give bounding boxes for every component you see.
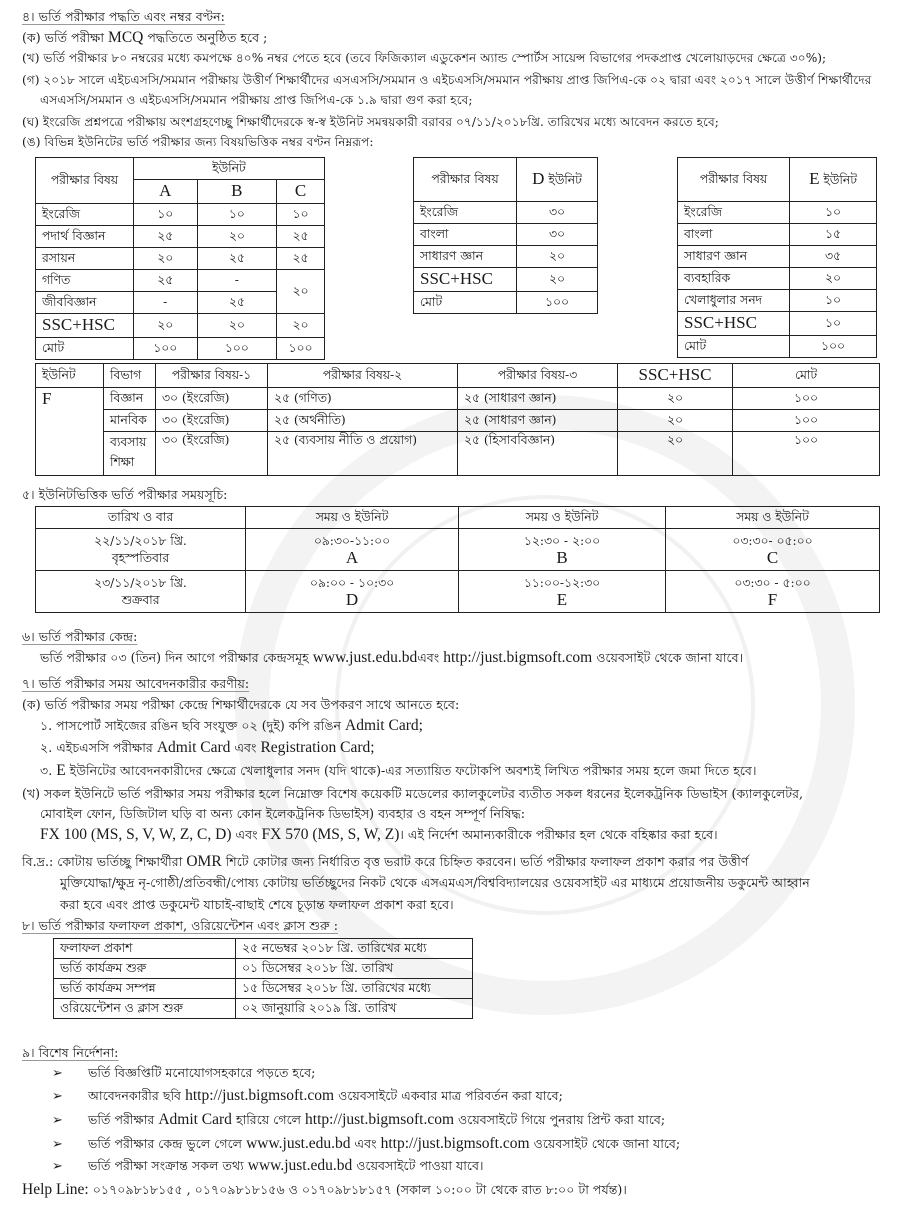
subject1-cell: ৩০ (ইংরেজি) xyxy=(156,387,268,409)
value-cell: ২৫ xyxy=(277,225,325,247)
unit-header: ইউনিট xyxy=(36,364,104,388)
text: হারিয়ে গেলে xyxy=(231,1112,306,1127)
text: আবেদনকারীর ছবি xyxy=(88,1088,186,1103)
subject-cell: মোট xyxy=(414,291,517,313)
total-cell: ১০০ xyxy=(733,409,880,431)
note-line3: করা হবে এবং প্রাপ্ত ডকুমেন্ট যাচাই-বাছাই শেষে চূড়ান্ত ফলাফল প্রকাশ করা হবে। xyxy=(60,897,454,912)
event-cell: ফলাফল প্রকাশ xyxy=(54,939,236,959)
subject-cell: সাধারণ জ্ঞান xyxy=(414,246,517,268)
time: ০৯:০০ - ১০:৩০ xyxy=(309,575,395,590)
text: Admit Card; xyxy=(345,717,423,734)
text: ৩. xyxy=(40,763,57,778)
event-cell: ভর্তি কার্যক্রম শুরু xyxy=(54,959,236,979)
section-7-list-item-1 xyxy=(40,716,423,737)
unit-b-header: B xyxy=(197,180,277,204)
section-7-list-item-2 xyxy=(40,738,375,759)
slot-cell xyxy=(246,571,459,613)
section-6-text xyxy=(40,648,743,669)
unit-letter: E xyxy=(809,169,820,189)
table-row xyxy=(414,268,598,292)
slot-cell xyxy=(246,529,459,571)
mcq-text: MCQ xyxy=(108,29,144,46)
unit-abc-marks-table xyxy=(35,157,325,360)
slot-header: সময় ও ইউনিট xyxy=(459,507,666,529)
text: FX 570 (MS, S, W, Z) xyxy=(261,826,400,843)
subject2-cell: ২৫ (গণিত) xyxy=(268,387,458,409)
total-cell: ১০০ xyxy=(733,387,880,409)
text: FX 100 (MS, S, V, W, Z, C, D) xyxy=(40,826,232,843)
dept-header: বিভাগ xyxy=(104,364,156,388)
note-line1 xyxy=(22,852,749,873)
value-cell: ২০ xyxy=(197,225,277,247)
total-cell: ১০০ xyxy=(733,431,880,475)
table-row xyxy=(414,291,598,313)
date-cell: ১৫ ডিসেম্বর ২০১৮ খ্রি. তারিখের মধ্যে xyxy=(236,979,473,999)
ssc-hsc-cell: ২০ xyxy=(618,409,733,431)
table-row xyxy=(54,959,473,979)
subject2-cell: ২৫ (অর্থনীতি) xyxy=(268,409,458,431)
date: ২২/১১/২০১৮ খ্রি. xyxy=(94,533,187,548)
value-cell: ১০০ xyxy=(277,337,325,359)
subject-cell: SSC+HSC xyxy=(678,312,790,336)
table-row xyxy=(36,431,880,475)
subject3-header: পরীক্ষার বিষয়-৩ xyxy=(458,364,618,388)
unit: F xyxy=(767,590,778,610)
value-cell: ২০ xyxy=(517,268,598,292)
unit-e-marks-table xyxy=(677,157,877,358)
section-7-item-kha-line3 xyxy=(40,825,718,846)
unit: E xyxy=(556,590,568,610)
value-cell: ৩০ xyxy=(517,224,598,246)
value-cell: ২০ xyxy=(517,246,598,268)
value-cell: ২০ xyxy=(790,268,877,290)
value-cell: ১০ xyxy=(133,203,197,225)
section-4-item-ka xyxy=(22,28,267,49)
results-timeline-table xyxy=(53,938,473,1019)
section-8-heading: ৮। ভর্তি পরীক্ষার ফলাফল প্রকাশ, ওরিয়েন্টেশন এবং ক্লাস শুরু : xyxy=(22,918,338,933)
table-row xyxy=(678,202,877,224)
subject-header: পরীক্ষার বিষয় xyxy=(678,158,790,202)
section-6-heading: ৬। ভর্তি পরীক্ষার কেন্দ্র: xyxy=(22,629,138,644)
value-cell: ২৫ xyxy=(197,247,277,269)
subject2-header: পরীক্ষার বিষয়-২ xyxy=(268,364,458,388)
dept-cell: বিজ্ঞান xyxy=(104,387,156,409)
table-row xyxy=(36,203,325,225)
date: ২৩/১১/২০১৮ খ্রি. xyxy=(94,575,187,590)
text: শিটে কোটার জন্য নির্ধারিত বৃত্ত ভরাট করে চিহ্নিত করবেন। ভর্তি পরীক্ষার ফলাফল প্রকাশ করার পর উত্তীর্ণ xyxy=(221,854,749,869)
table-row xyxy=(36,337,325,359)
text: এবং xyxy=(417,650,444,665)
subject-cell: SSC+HSC xyxy=(36,313,134,337)
section-5-heading: ৫। ইউনিটভিত্তিক ভর্তি পরীক্ষার সময়সূচি: xyxy=(22,487,228,502)
arrow-bullet-icon: ➢ xyxy=(52,1113,63,1128)
unit-label: ইউনিট xyxy=(819,173,857,188)
instruction-item xyxy=(52,1086,563,1107)
subject-cell: ইংরেজি xyxy=(414,202,517,224)
subject1-header: পরীক্ষার বিষয়-১ xyxy=(156,364,268,388)
subject-cell: জীববিজ্ঞান xyxy=(36,291,134,313)
table-row xyxy=(36,225,325,247)
time: ১২:৩০ - ২:০০ xyxy=(523,533,601,548)
section-7-item-kha-line2: মোবাইল ফোন, ডিজিটাল ঘড়ি বা অন্য কোন ইলেকট্রনিক ডিভাইস) ব্যবহার ও বহন সম্পূর্ণ নিষিদ্ধ: xyxy=(40,806,526,821)
just-website-link[interactable]: www.just.edu.bd xyxy=(247,1157,353,1174)
arrow-bullet-icon: ➢ xyxy=(52,1066,63,1081)
ssc-hsc-header: SSC+HSC xyxy=(618,364,733,388)
subject-cell: সাধারণ জ্ঞান xyxy=(678,246,790,268)
text: ওয়েবসাইট থেকে জানা যাবে। xyxy=(592,650,744,665)
time: ০৩:৩০ - ৫:০০ xyxy=(734,575,811,590)
value-cell: ২৫ xyxy=(133,269,197,291)
date-header: তারিখ ও বার xyxy=(36,507,246,529)
value-cell: ১০০ xyxy=(790,335,877,357)
value-cell: ২৫ xyxy=(197,291,277,313)
text: ১. পাসপোর্ট সাইজের রঙিন ছবি সংযুক্ত ০২ (দুই) কপি রঙিন xyxy=(40,718,345,733)
unit-f-marks-table xyxy=(35,363,880,476)
text: ভর্তি পরীক্ষার কেন্দ্র ভুলে গেলে xyxy=(88,1136,247,1151)
value-cell: ২৫ xyxy=(277,247,325,269)
dept-cell: ব্যবসায় শিক্ষা xyxy=(104,431,156,475)
table-row xyxy=(36,247,325,269)
value-cell: ১০ xyxy=(790,312,877,336)
instruction-item xyxy=(52,1064,315,1083)
bigmsoft-website-link[interactable]: http://just.bigmsoft.com xyxy=(185,1087,335,1104)
table-row xyxy=(678,246,877,268)
section-7-item-ka: (ক) ভর্তি পরীক্ষার সময় পরীক্ষা কেন্দ্রে শিক্ষার্থীদেরকে যে সব উপকরণ সাথে আনতে হবে: xyxy=(22,697,460,712)
date-cell: ০১ ডিসেম্বর ২০১৮ খ্রি. তারিখ xyxy=(236,959,473,979)
unit-label: ইউনিট xyxy=(544,173,582,188)
subject2-cell: ২৫ (ব্যবসায় নীতি ও প্রয়োগ) xyxy=(268,431,458,475)
time: ০৩:৩০- ০৫:০০ xyxy=(732,533,813,548)
unit: D xyxy=(345,590,359,610)
subject-cell: মোট xyxy=(678,335,790,357)
unit-a-header: A xyxy=(133,180,197,204)
date-cell: ২৫ নভেম্বর ২০১৮ খ্রি. তারিখের মধ্যে xyxy=(236,939,473,959)
value-cell: - xyxy=(197,269,277,291)
total-header: মোট xyxy=(733,364,880,388)
value-cell: ২০ xyxy=(133,313,197,337)
note-line2: মুক্তিযোদ্ধা/ক্ষুদ্র নৃ-গোষ্ঠী/প্রতিবন্ধী/পোষ্য কোটায় ভর্তিচ্ছুদের নিকট থেকে এসএমএস/বিশ্ববিদ্যালয়ের ওয়েবসাইট এর মাধ্যমে প্রয়োজনীয় ডকুমেন্ট আহ্বান xyxy=(60,875,810,890)
text: এবং xyxy=(231,827,262,842)
text: ওয়েবসাইটে পাওয়া যাবে। xyxy=(352,1158,484,1173)
subject-header: পরীক্ষার বিষয় xyxy=(36,158,134,204)
subject-cell: ইংরেজি xyxy=(678,202,790,224)
value-cell: ১০ xyxy=(197,203,277,225)
text: OMR xyxy=(186,853,222,870)
table-row xyxy=(414,224,598,246)
value-cell: ২৫ xyxy=(133,225,197,247)
slot-header: সময় ও ইউনিট xyxy=(666,507,880,529)
text: বি.দ্র.: কোটায় ভর্তিচ্ছু শিক্ষার্থীরা xyxy=(22,854,187,869)
event-cell: ভর্তি কার্যক্রম সম্পন্ন xyxy=(54,979,236,999)
just-website-link[interactable]: www.just.edu.bd xyxy=(312,649,418,666)
slot-cell xyxy=(666,571,880,613)
text: এবং xyxy=(230,740,261,755)
bigmsoft-website-link[interactable]: http://just.bigmsoft.com xyxy=(305,1111,455,1128)
table-row xyxy=(414,246,598,268)
value-cell: ১০০ xyxy=(517,291,598,313)
subject-cell: বাংলা xyxy=(678,224,790,246)
table-row xyxy=(678,312,877,336)
text: Registration Card; xyxy=(260,739,375,756)
table-row xyxy=(414,202,598,224)
value-cell: ১০০ xyxy=(133,337,197,359)
slot-header: সময় ও ইউনিট xyxy=(246,507,459,529)
value-cell: - xyxy=(133,291,197,313)
dept-cell: মানবিক xyxy=(104,409,156,431)
table-row xyxy=(54,979,473,999)
ssc-hsc-cell: ২০ xyxy=(618,387,733,409)
table-row xyxy=(36,269,325,291)
section-4-item-ga-line2: এসএসসি/সমমান ও এইচএসসি/সমমান পরীক্ষায় প্রাপ্ত জিপিএ-কে ১.৯ দ্বারা গুণ করা হবে; xyxy=(40,93,473,107)
table-row xyxy=(36,409,880,431)
subject-cell: ব্যবহারিক xyxy=(678,268,790,290)
value-cell: ১৫ xyxy=(790,224,877,246)
section-4-item-uma: (ঙ) বিভিন্ন ইউনিটের ভর্তি পরীক্ষার জন্য বিষয়ভিত্তিক নম্বর বণ্টন নিম্নরূপ: xyxy=(22,135,374,149)
value-cell-merged: ২০ xyxy=(277,269,325,313)
unit-e-header xyxy=(790,158,877,202)
text: ইউনিটের আবেদনকারীদের ক্ষেত্রে খেলাধুলার সনদ (যদি থাকে)-এর সত্যায়িত ফটোকপি অবশ্যই লিখিত পরীক্ষার সময় হলে জমা দিতে হবে। xyxy=(65,763,757,778)
subject-cell: SSC+HSC xyxy=(414,268,517,292)
slot-cell xyxy=(459,571,666,613)
table-row xyxy=(678,224,877,246)
arrow-bullet-icon: ➢ xyxy=(52,1159,63,1174)
subject-cell: গণিত xyxy=(36,269,134,291)
unit-d-header xyxy=(517,158,598,202)
text: ২. এইচএসসি পরীক্ষার xyxy=(40,740,157,755)
text: ভর্তি পরীক্ষার ০৩ (তিন) দিন আগে পরীক্ষার কেন্দ্রসমূহ xyxy=(40,650,313,665)
section-9-heading: ৯। বিশেষ নির্দেশনা: xyxy=(22,1045,119,1060)
subject-cell: বাংলা xyxy=(414,224,517,246)
slot-cell xyxy=(666,529,880,571)
section-4-heading: ৪। ভর্তি পরীক্ষার পদ্ধতি এবং নম্বর বণ্টন: xyxy=(22,9,225,24)
slot-cell xyxy=(459,529,666,571)
text: ওয়েবসাইটে গিয়ে পুনরায় প্রিন্ট করা যাবে; xyxy=(454,1112,666,1127)
text: Admit Card xyxy=(158,1111,232,1128)
unit: B xyxy=(556,548,568,568)
section-7-list-item-3 xyxy=(40,761,756,782)
text: ওয়েবসাইটে একবার মাত্র পরিবর্তন করা যাবে; xyxy=(334,1088,563,1103)
helpline-numbers: ০১৭০৯৮১৮১৫৫ , ০১৭০৯৮১৮১৫৬ ও ০১৭০৯৮১৮১৫৭ (সকাল ১০:০০ টা থেকে রাত ৮:০০ টা পর্যন্ত)। xyxy=(88,1182,627,1197)
time: ০৯:৩০-১১:০০ xyxy=(313,533,391,548)
table-row xyxy=(678,290,877,312)
value-cell: ২০ xyxy=(133,247,197,269)
text: । এই নির্দেশ অমান্যকারীকে পরীক্ষার হল থেকে বহিষ্কার করা হবে। xyxy=(399,827,718,842)
value-cell: ৩৫ xyxy=(790,246,877,268)
time: ১১:০০-১২:৩০ xyxy=(523,575,601,590)
subject3-cell: ২৫ (সাধারণ জ্ঞান) xyxy=(458,409,618,431)
instruction-item xyxy=(52,1134,680,1155)
subject-cell: মোট xyxy=(36,337,134,359)
unit-c-header: C xyxy=(277,180,325,204)
table-row xyxy=(678,268,877,290)
subject1-cell: ৩০ (ইংরেজি) xyxy=(156,431,268,475)
section-7-heading: ৭। ভর্তি পরীক্ষার সময় আবেদনকারীর করণীয়: xyxy=(22,676,250,691)
section-4-item-ga-line1: (গ) ২০১৮ সালে এইচএসসি/সমমান পরীক্ষায় উত্তীর্ণ শিক্ষার্থীদের এসএসসি/সমমান ও এইচএসসি/সমমান পরীক্ষায় প্রাপ্ত জিপিএ-কে ০২ দ্বারা এবং ২০১৭ সালে উত্তীর্ণ শিক্ষার্থীদের xyxy=(22,73,872,87)
ssc-hsc-cell: ২০ xyxy=(618,431,733,475)
text: ভর্তি পরীক্ষা সংক্রান্ত সকল তথ্য xyxy=(88,1158,248,1173)
exam-schedule-table xyxy=(35,506,880,613)
weekday: বৃহস্পতিবার xyxy=(111,550,170,565)
subject3-cell: ২৫ (সাধারণ জ্ঞান) xyxy=(458,387,618,409)
table-row xyxy=(54,999,473,1019)
arrow-bullet-icon: ➢ xyxy=(52,1089,63,1104)
date-cell xyxy=(36,571,246,613)
value-cell: ১০ xyxy=(277,203,325,225)
text: ভর্তি পরীক্ষার xyxy=(88,1112,159,1127)
subject-cell: পদার্থ বিজ্ঞান xyxy=(36,225,134,247)
section-4-item-gha: (ঘ) ইংরেজি প্রশ্নপত্রে পরীক্ষায় অংশগ্রহণেচ্ছু শিক্ষার্থীদেরকে স্ব-স্ব ইউনিট সমন্বয়কারী বরাবর ০৭/১১/২০১৮খ্রি. তারিখের মধ্যে আবেদন করতে হবে; xyxy=(22,115,719,129)
date-cell xyxy=(36,529,246,571)
instruction-item xyxy=(52,1156,483,1177)
helpline-label: Help Line: xyxy=(22,1181,89,1198)
subject1-cell: ৩০ (ইংরেজি) xyxy=(156,409,268,431)
table-row xyxy=(36,313,325,337)
event-cell: ওরিয়েন্টেশন ও ক্লাস শুরু xyxy=(54,999,236,1019)
instruction-item xyxy=(52,1110,665,1131)
just-website-link[interactable]: www.just.edu.bd xyxy=(246,1135,351,1152)
section-7-item-kha-line1: (খ) সকল ইউনিটে ভর্তি পরীক্ষার সময় পরীক্ষার হলে নিম্নোক্ত বিশেষ কয়েকটি মডেলের ক্যালকুলেটর ব্যতীত সকল ধরনের ইলেকট্রনিক ডিভাইস (ক্যালকুলেটর, xyxy=(22,786,803,801)
text: ভর্তি বিজ্ঞপ্তিটি মনোযোগসহকারে পড়তে হবে; xyxy=(88,1065,316,1080)
subject-header: পরীক্ষার বিষয় xyxy=(414,158,517,202)
text: Admit Card xyxy=(156,739,231,756)
unit-letter: D xyxy=(532,169,545,189)
helpline xyxy=(22,1180,627,1201)
value-cell: ৩০ xyxy=(517,202,598,224)
value-cell: ১০ xyxy=(790,202,877,224)
unit: C xyxy=(766,548,779,568)
value-cell: ১০ xyxy=(790,290,877,312)
table-row xyxy=(678,335,877,357)
value-cell: ২০ xyxy=(197,313,277,337)
value-cell: ১০০ xyxy=(197,337,277,359)
bigmsoft-website-link[interactable]: http://just.bigmsoft.com xyxy=(443,649,593,666)
table-row xyxy=(36,571,880,613)
table-row xyxy=(36,387,880,409)
unit-f-cell: F xyxy=(36,387,104,475)
text: E xyxy=(56,762,66,779)
arrow-bullet-icon: ➢ xyxy=(52,1137,63,1152)
unit-header: ইউনিট xyxy=(133,158,324,180)
table-row xyxy=(54,939,473,959)
subject-cell: খেলাধুলার সনদ xyxy=(678,290,790,312)
text: এবং xyxy=(350,1136,381,1151)
text: পদ্ধতিতে অনুষ্ঠিত হবে ; xyxy=(143,30,268,45)
subject-cell: ইংরেজি xyxy=(36,203,134,225)
section-4-item-kha: (খ) ভর্তি পরীক্ষার ৮০ নম্বরের মধ্যে কমপক্ষে ৪০% নম্বর পেতে হবে (তবে ফিজিক্যাল এডুকেশন অ্যান্ড স্পোর্টস সায়েন্স বিভাগের পদকপ্রাপ্ত খেলোয়াড়দের ক্ষেত্রে ৩০%); xyxy=(22,51,827,65)
unit: A xyxy=(345,548,359,568)
subject3-cell: ২৫ (হিসাববিজ্ঞান) xyxy=(458,431,618,475)
value-cell: ২০ xyxy=(277,313,325,337)
text: ওয়েবসাইট থেকে জানা যাবে; xyxy=(529,1136,681,1151)
text: (ক) ভর্তি পরীক্ষা xyxy=(22,30,109,45)
unit-d-marks-table xyxy=(413,157,598,314)
weekday: শুক্রবার xyxy=(121,592,160,607)
bigmsoft-website-link[interactable]: http://just.bigmsoft.com xyxy=(380,1135,530,1152)
date-cell: ০২ জানুয়ারি ২০১৯ খ্রি. তারিখ xyxy=(236,999,473,1019)
subject-cell: রসায়ন xyxy=(36,247,134,269)
table-row xyxy=(36,529,880,571)
